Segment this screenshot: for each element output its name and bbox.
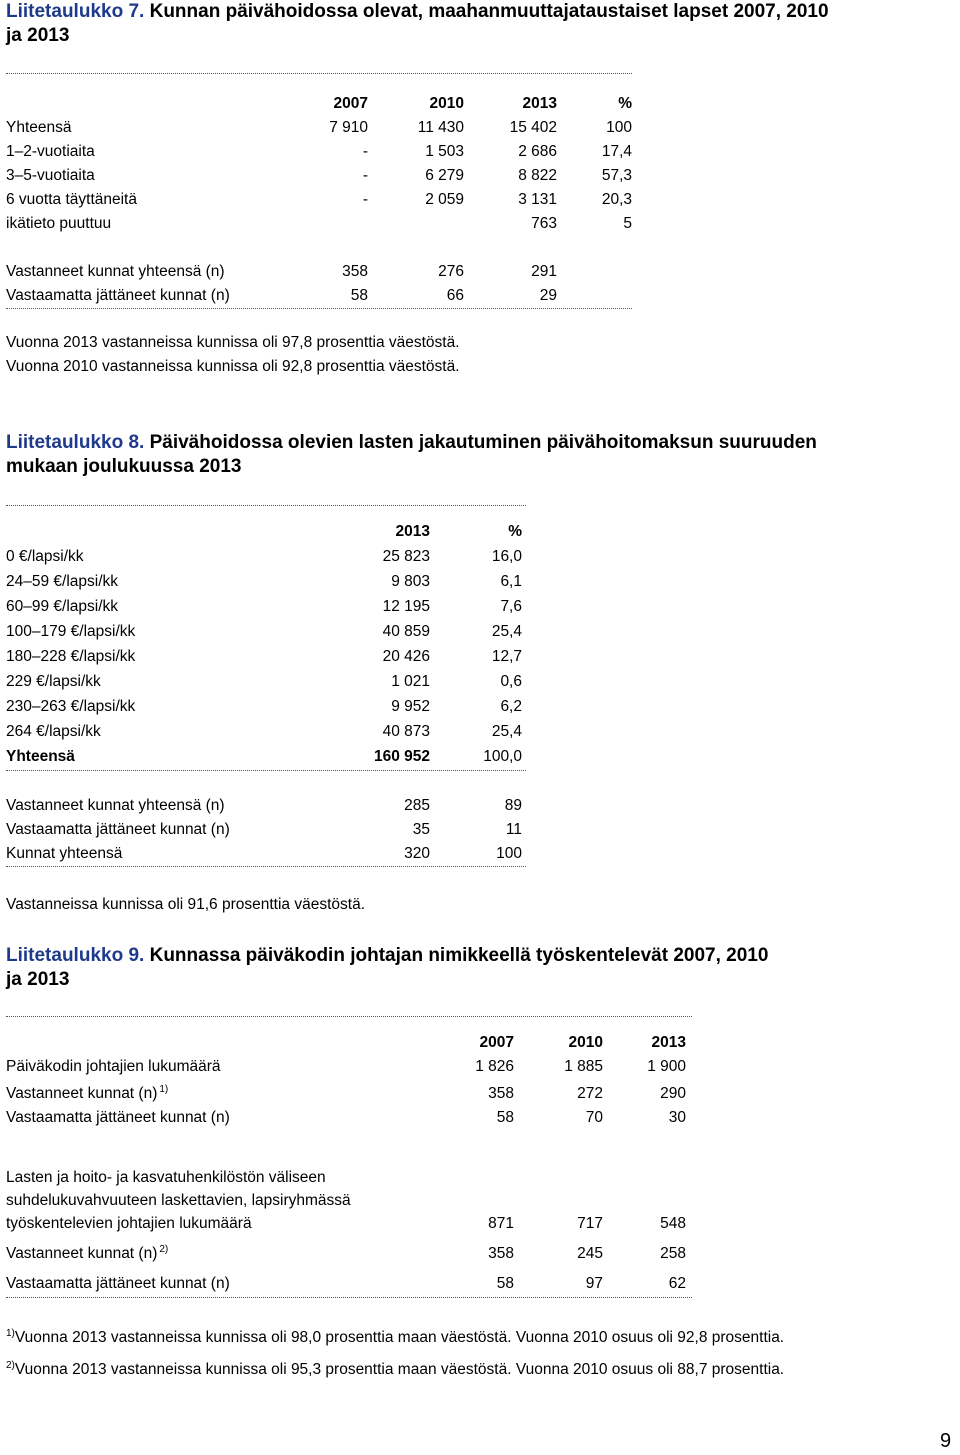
table7-header-row: [6, 94, 632, 114]
cell-n: 320: [404, 845, 430, 862]
cell-2010: 97: [585, 1275, 603, 1292]
table7-header-2007: 2007: [333, 95, 368, 112]
cell-2013: 291: [531, 263, 557, 280]
cell-2013: 29: [539, 287, 557, 304]
table-row: [6, 547, 522, 567]
cell-pct: 20,3: [601, 191, 632, 208]
cell-2010: 66: [446, 287, 464, 304]
cell-2013: 25 823: [382, 548, 430, 565]
row-label: Kunnat yhteensä: [6, 845, 123, 862]
row-label: Vastaamatta jättäneet kunnat (n): [6, 1109, 230, 1126]
table9-top-rule: [6, 1016, 692, 1017]
cell-2007: 358: [488, 1085, 514, 1102]
cell-2007: 358: [342, 263, 368, 280]
footnote-marker: 1): [159, 1083, 169, 1095]
cell-2010: 717: [577, 1215, 603, 1232]
table7-header-pct: %: [618, 95, 632, 112]
table9-title-line2: ja 2013: [6, 969, 70, 990]
table8-label: Liitetaulukko 8.: [6, 432, 145, 453]
cell-n: 35: [412, 821, 430, 838]
cell-2013: 40 873: [382, 723, 430, 740]
table-row: [6, 1108, 686, 1128]
table7-title: [6, 0, 829, 24]
table-row: [6, 647, 522, 667]
cell-2010: 11 430: [417, 119, 464, 136]
table-row: [6, 820, 522, 840]
table-row: [6, 1084, 686, 1104]
table-row: [6, 1214, 686, 1234]
cell-pct: 100: [606, 119, 632, 136]
table8-header-row: [6, 522, 522, 542]
footnote-1-text: Vuonna 2013 vastanneissa kunnissa oli 98,0 prosenttia maan väestöstä. Vuonna 2010 osuus oli 92,8 prosenttia.: [14, 1329, 785, 1346]
cell-pct: 5: [623, 215, 632, 232]
cell-2013: 3 131: [518, 191, 557, 208]
cell-pct: 0,6: [500, 673, 522, 690]
table7-title-line2-wrap: [6, 24, 69, 48]
table9-header-row: [6, 1033, 686, 1053]
cell-2013: 12 195: [382, 598, 430, 615]
table7-note-2010: Vuonna 2010 vastanneissa kunnissa oli 92,8 prosenttia väestöstä.: [6, 358, 460, 375]
cell-2007: -: [362, 167, 368, 184]
footnote-1-mark: 1): [6, 1327, 15, 1339]
cell-2010: 6 279: [425, 167, 464, 184]
row-label: työskentelevien johtajien lukumäärä: [6, 1215, 252, 1232]
table7-top-rule: [6, 73, 632, 74]
cell-2007: 358: [488, 1245, 514, 1262]
table8-note: Vastanneissa kunnissa oli 91,6 prosenttia väestöstä.: [6, 896, 366, 913]
table7-header-2013: 2013: [522, 95, 557, 112]
table8-title: [6, 431, 817, 455]
cell-2013: 1 900: [647, 1058, 686, 1075]
table-row: [6, 286, 632, 306]
table9-header-2010: 2010: [568, 1034, 603, 1051]
table9-header-2013: 2013: [651, 1034, 686, 1051]
table-row: [6, 572, 522, 592]
cell-pct: 17,4: [601, 143, 632, 160]
table9-block-label-1: Lasten ja hoito- ja kasvatuhenkilöstön väliseen: [6, 1169, 326, 1186]
cell-2013: 8 822: [518, 167, 557, 184]
row-label: Vastaamatta jättäneet kunnat (n): [6, 1275, 230, 1292]
row-label: ikätieto puuttuu: [6, 215, 112, 232]
cell-2013: 9 952: [391, 698, 430, 715]
cell-2007: 871: [488, 1215, 514, 1232]
table-row: [6, 697, 522, 717]
cell-2007: 58: [496, 1275, 514, 1292]
cell-2010: 1 503: [425, 143, 464, 160]
table9-title: [6, 944, 768, 968]
cell-2010: 2 059: [425, 191, 464, 208]
table8-mid-rule: [6, 770, 526, 771]
table-row: [6, 1057, 686, 1077]
cell-pct: 6,1: [500, 573, 522, 590]
table8-header-2013: 2013: [395, 523, 430, 540]
cell-2010: 272: [577, 1085, 603, 1102]
cell-2007: -: [362, 143, 368, 160]
cell-2007: -: [362, 191, 368, 208]
table9-title-line1: Kunnassa päiväkodin johtajan nimikkeellä työskentelevät 2007, 2010: [149, 945, 769, 966]
cell-pct: 11: [505, 821, 522, 838]
table9-bottom-rule: [6, 1297, 692, 1298]
table-row: [6, 142, 632, 162]
footnote-2: [6, 1360, 784, 1380]
row-label: 3–5-vuotiaita: [6, 167, 95, 184]
cell-pct: 6,2: [500, 698, 522, 715]
row-label: Yhteensä: [6, 748, 75, 765]
table-row: [6, 844, 522, 864]
table7-title-line1: Kunnan päivähoidossa olevat, maahanmuuttajataustaiset lapset 2007, 2010: [149, 1, 829, 22]
table9-label: Liitetaulukko 9.: [6, 945, 145, 966]
cell-pct: 7,6: [500, 598, 522, 615]
cell-2010: 245: [577, 1245, 603, 1262]
table-row: [6, 166, 632, 186]
cell-2013: 20 426: [382, 648, 430, 665]
table-row: [6, 672, 522, 692]
row-label: 230–263 €/lapsi/kk: [6, 698, 136, 715]
footnote-2-mark: 2): [6, 1359, 15, 1371]
cell-2013: 9 803: [391, 573, 430, 590]
cell-2013: 2 686: [518, 143, 557, 160]
table7-title-line2: ja 2013: [6, 25, 70, 46]
cell-pct: 25,4: [491, 723, 522, 740]
table9-header-2007: 2007: [479, 1034, 514, 1051]
cell-2013: 62: [668, 1275, 686, 1292]
cell-pct: 16,0: [491, 548, 522, 565]
cell-2007: 58: [496, 1109, 514, 1126]
cell-n: 285: [404, 797, 430, 814]
row-label: 24–59 €/lapsi/kk: [6, 573, 119, 590]
table8-bottom-rule: [6, 866, 526, 867]
row-label: Vastanneet kunnat yhteensä (n): [6, 797, 225, 814]
table8-title-line2-wrap: [6, 455, 242, 479]
table-row: [6, 190, 632, 210]
cell-2007: 7 910: [329, 119, 368, 136]
row-label: 229 €/lapsi/kk: [6, 673, 101, 690]
table8-header-pct: %: [508, 523, 522, 540]
cell-2013: 15 402: [509, 119, 557, 136]
cell-2007: 58: [350, 287, 368, 304]
cell-2013: 40 859: [382, 623, 430, 640]
table7-note-2013: Vuonna 2013 vastanneissa kunnissa oli 97,8 prosenttia väestöstä.: [6, 334, 460, 351]
cell-2013: 763: [531, 215, 557, 232]
cell-2010: 276: [438, 263, 464, 280]
table-row: [6, 796, 522, 816]
row-label: 264 €/lapsi/kk: [6, 723, 101, 740]
cell-2013: 548: [660, 1215, 686, 1232]
cell-2013: 30: [668, 1109, 686, 1126]
table8-top-rule: [6, 505, 526, 506]
table8-title-line1: Päivähoidossa olevien lasten jakautuminen päivähoitomaksun suuruuden: [149, 432, 817, 453]
cell-2013: 1 021: [391, 673, 430, 690]
row-label: 100–179 €/lapsi/kk: [6, 623, 136, 640]
row-label: Vastanneet kunnat (n): [6, 1245, 158, 1262]
table8-total-row: [6, 747, 522, 767]
page-number: 9: [940, 1430, 952, 1452]
table7-header-2010: 2010: [429, 95, 464, 112]
cell-2013: 290: [660, 1085, 686, 1102]
footnote-1: [6, 1328, 784, 1348]
cell-2007: 1 826: [475, 1058, 514, 1075]
cell-2013: 160 952: [373, 748, 430, 765]
row-label: Vastanneet kunnat (n): [6, 1085, 158, 1102]
table-row: [6, 622, 522, 642]
cell-pct: 100: [496, 845, 522, 862]
footnote-2-text: Vuonna 2013 vastanneissa kunnissa oli 95,3 prosenttia maan väestöstä. Vuonna 2010 osuus oli 88,7 prosenttia.: [14, 1361, 785, 1378]
row-label: Päiväkodin johtajien lukumäärä: [6, 1058, 221, 1075]
cell-pct: 89: [504, 797, 522, 814]
row-label: 1–2-vuotiaita: [6, 143, 95, 160]
row-label: 6 vuotta täyttäneitä: [6, 191, 137, 208]
row-label: Yhteensä: [6, 119, 72, 136]
footnote-marker: 2): [159, 1243, 169, 1255]
cell-2010: 70: [585, 1109, 603, 1126]
cell-2010: 1 885: [564, 1058, 603, 1075]
row-label: Vastanneet kunnat yhteensä (n): [6, 263, 225, 280]
table-row: [6, 118, 632, 138]
cell-pct: 25,4: [491, 623, 522, 640]
table9-title-line2-wrap: [6, 968, 69, 992]
table-row: [6, 722, 522, 742]
table-row: [6, 1274, 686, 1294]
row-label: 180–228 €/lapsi/kk: [6, 648, 136, 665]
table8-title-line2: mukaan joulukuussa 2013: [6, 456, 242, 477]
row-label-wrap: [6, 1084, 168, 1104]
row-label: 60–99 €/lapsi/kk: [6, 598, 119, 615]
cell-pct: 12,7: [491, 648, 522, 665]
table-row: [6, 597, 522, 617]
table9-block-label-2: suhdelukuvahvuuteen laskettavien, lapsiryhmässä: [6, 1192, 351, 1209]
cell-pct: 57,3: [601, 167, 632, 184]
table-row: [6, 262, 632, 282]
table-row: [6, 214, 632, 234]
cell-2013: 258: [660, 1245, 686, 1262]
table-row: [6, 1244, 686, 1264]
table7-bottom-rule: [6, 308, 632, 309]
row-label: 0 €/lapsi/kk: [6, 548, 84, 565]
cell-pct: 100,0: [483, 748, 522, 765]
table7-label: Liitetaulukko 7.: [6, 1, 145, 22]
row-label: Vastaamatta jättäneet kunnat (n): [6, 821, 230, 838]
row-label-wrap: [6, 1244, 168, 1264]
row-label: Vastaamatta jättäneet kunnat (n): [6, 287, 230, 304]
